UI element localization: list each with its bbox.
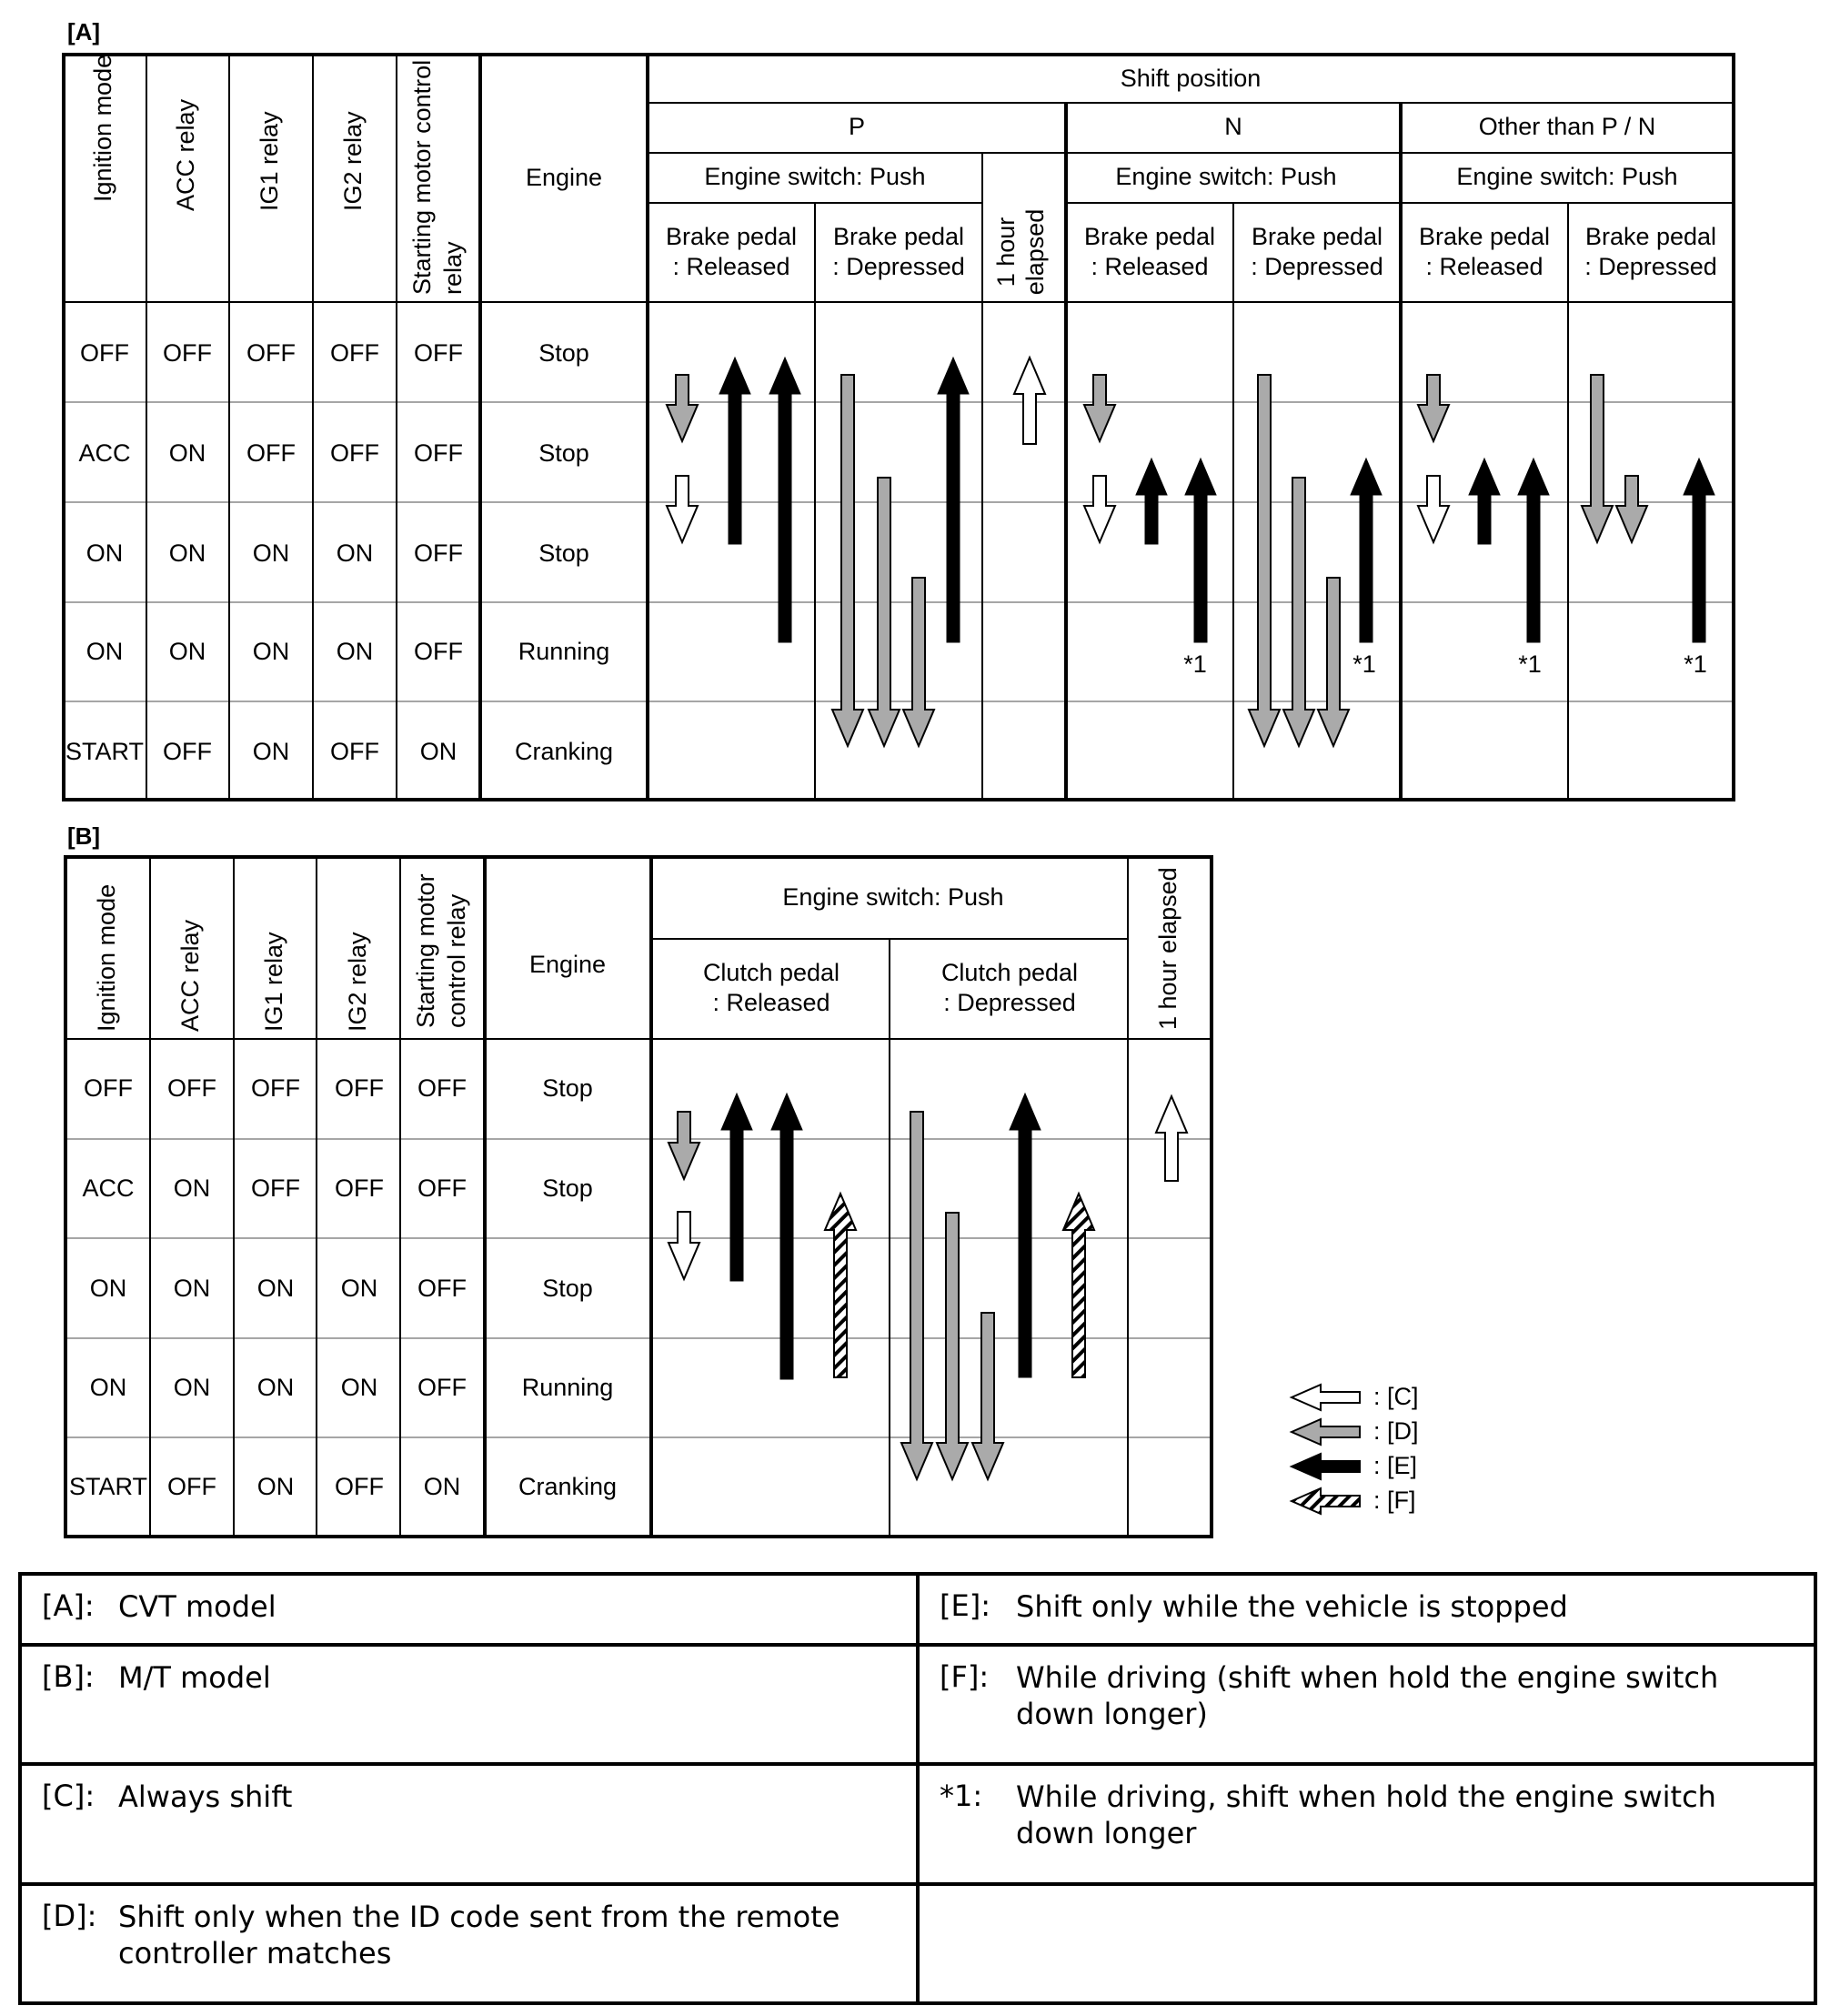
transition-arrow-29: [901, 1112, 932, 1479]
a-hour2: elapsed: [1021, 208, 1050, 296]
a-brake-2: Brake pedal: [832, 223, 965, 251]
footnote-e: [918, 1574, 1815, 1645]
b-r4-c0: START: [68, 1473, 148, 1501]
a-col-engine: Engine: [525, 164, 603, 192]
a-r3-c1: ON: [168, 638, 206, 666]
a-r3-c3: ON: [336, 638, 374, 666]
b-r2-c4: OFF: [417, 1275, 467, 1303]
b-col-ig1: IG1 relay: [260, 932, 288, 1032]
transition-arrow-22: [1616, 476, 1647, 542]
footnote-key: *1:: [940, 1779, 983, 1814]
a-depressed-2: : Depressed: [832, 253, 965, 281]
b-r4-c2: ON: [256, 1473, 295, 1501]
a-es-p: Engine switch: Push: [704, 163, 926, 191]
table-b: [65, 857, 1212, 1537]
b-r3-c3: ON: [340, 1374, 378, 1402]
b-r0-c4: OFF: [417, 1074, 467, 1103]
a-released-5: : Released: [1425, 253, 1543, 281]
a-r1-c3: OFF: [330, 439, 379, 468]
a-r2-c4: OFF: [414, 539, 463, 568]
a-released-1: : Released: [672, 253, 790, 281]
transition-arrow-10: [1084, 476, 1115, 542]
b-r3-c5: Running: [521, 1374, 614, 1402]
a-r0-c4: OFF: [414, 339, 463, 368]
a-note-2: *1: [1352, 650, 1376, 679]
a-r0-c2: OFF: [246, 339, 296, 368]
b-r2-c3: ON: [340, 1275, 378, 1303]
b-depressed: : Depressed: [943, 989, 1076, 1017]
transition-arrow-18: [1418, 476, 1449, 542]
transition-arrow-16: [1351, 459, 1382, 642]
b-col-starting: Starting motor: [412, 873, 440, 1028]
transition-arrow-1: [667, 476, 698, 542]
legend-f: : [F]: [1373, 1487, 1416, 1515]
b-col-engine: Engine: [528, 951, 607, 979]
a-depressed-6: : Depressed: [1584, 253, 1717, 281]
transition-arrow-20: [1518, 459, 1549, 642]
b-r4-c4: ON: [423, 1473, 461, 1501]
b-r4-c3: OFF: [335, 1473, 384, 1501]
table-b-label: [B]: [67, 822, 101, 850]
a-r1-c1: ON: [168, 439, 206, 468]
b-col-acc: ACC relay: [176, 919, 205, 1032]
b-r1-c4: OFF: [417, 1174, 467, 1203]
a-r1-c4: OFF: [414, 439, 463, 468]
a-es-n: Engine switch: Push: [1115, 163, 1337, 191]
b-r1-c5: Stop: [542, 1174, 593, 1203]
footnote-key: [D]:: [42, 1898, 97, 1933]
footnote-c: [20, 1764, 918, 1883]
a-brake-1: Brake pedal: [665, 223, 798, 251]
a-r2-c5: Stop: [538, 539, 589, 568]
a-released-3: : Released: [1091, 253, 1209, 281]
b-r1-c3: OFF: [335, 1174, 384, 1203]
transition-arrow-13: [1249, 375, 1280, 746]
transition-arrow-19: [1469, 459, 1500, 544]
legend: [1292, 1383, 1419, 1514]
footnote-b: [20, 1645, 918, 1764]
b-r0-c5: Stop: [542, 1074, 593, 1103]
transition-arrow-4: [832, 375, 863, 746]
b-r2-c5: Stop: [542, 1275, 593, 1303]
b-r0-c1: OFF: [167, 1074, 216, 1103]
transition-arrow-33: [1063, 1194, 1094, 1377]
b-r1-c2: OFF: [251, 1174, 300, 1203]
legend-arrow-f: [1292, 1488, 1360, 1514]
a-r2-c1: ON: [168, 539, 206, 568]
b-hour: 1 hour elapsed: [1154, 867, 1182, 1030]
a-r2-c3: ON: [336, 539, 374, 568]
footnote-text: While driving, shift when hold the engine switch down longer: [1016, 1779, 1716, 1851]
b-col-ig2: IG2 relay: [344, 932, 372, 1032]
transition-arrow-5: [869, 478, 900, 746]
a-r3-c4: OFF: [414, 638, 463, 666]
a-r3-c2: ON: [252, 638, 290, 666]
a-r4-c2: ON: [252, 738, 290, 766]
a-es-other: Engine switch: Push: [1456, 163, 1678, 191]
transition-arrows: [667, 358, 1714, 1479]
transition-arrow-21: [1582, 375, 1613, 542]
b-r2-c2: ON: [256, 1275, 295, 1303]
a-r1-c2: OFF: [246, 439, 296, 468]
a-r0-c5: Stop: [538, 339, 589, 368]
transition-arrow-7: [938, 358, 969, 642]
a-r4-c3: OFF: [330, 738, 379, 766]
transition-arrow-32: [1010, 1094, 1041, 1377]
a-r4-c1: OFF: [163, 738, 212, 766]
b-r1-c0: ACC: [82, 1174, 135, 1203]
a-r2-c0: ON: [85, 539, 124, 568]
footnote-text: M/T model: [118, 1659, 271, 1695]
a-depressed-4: : Depressed: [1251, 253, 1383, 281]
footnote-key: [A]:: [42, 1588, 95, 1623]
footnote-d: [20, 1884, 918, 2003]
transition-arrow-17: [1418, 375, 1449, 441]
footnote-text: Always shift: [118, 1779, 293, 1815]
transition-arrow-12: [1185, 459, 1216, 642]
transition-arrow-28: [825, 1194, 856, 1377]
a-r0-c0: OFF: [80, 339, 129, 368]
a-r3-c5: Running: [518, 638, 610, 666]
transition-arrow-9: [1084, 375, 1115, 441]
a-col-ignition: Ignition mode: [89, 54, 117, 202]
footnote-text: Shift only while the vehicle is stopped: [1016, 1589, 1568, 1624]
footnote-empty: [918, 1884, 1815, 2003]
b-r2-c0: ON: [89, 1275, 127, 1303]
transition-arrow-2: [719, 358, 750, 544]
b-r3-c4: OFF: [417, 1374, 467, 1402]
transition-arrow-30: [937, 1213, 968, 1479]
transition-arrow-26: [721, 1094, 752, 1281]
a-brake-4: Brake pedal: [1251, 223, 1383, 251]
a-r4-c4: ON: [419, 738, 458, 766]
a-r1-c0: ACC: [78, 439, 131, 468]
a-r0-c3: OFF: [330, 339, 379, 368]
transition-arrow-3: [769, 358, 800, 642]
footnote-text: CVT model: [118, 1589, 277, 1624]
b-r0-c0: OFF: [84, 1074, 133, 1103]
a-brake-3: Brake pedal: [1083, 223, 1216, 251]
b-r4-c1: OFF: [167, 1473, 216, 1501]
legend-e: : [E]: [1373, 1452, 1418, 1480]
a-col-starting: Starting motor control: [408, 59, 437, 295]
a-note-1: *1: [1183, 650, 1207, 679]
a-n: N: [1224, 113, 1242, 141]
table-a: [64, 55, 1734, 800]
legend-arrow-e: [1292, 1454, 1360, 1479]
b-r0-c3: OFF: [335, 1074, 384, 1103]
b-r1-c1: ON: [173, 1174, 211, 1203]
legend-arrow-d: [1292, 1419, 1360, 1445]
a-p: P: [848, 113, 866, 141]
transition-arrow-0: [667, 375, 698, 441]
table-a-label: [A]: [67, 18, 101, 45]
b-r3-c2: ON: [256, 1374, 295, 1402]
a-brake-6: Brake pedal: [1584, 223, 1717, 251]
a-r2-c2: ON: [252, 539, 290, 568]
footnote-key: [B]:: [42, 1658, 95, 1694]
footnote-f: [918, 1645, 1815, 1764]
a-note-4: *1: [1684, 650, 1707, 679]
transition-arrow-25: [669, 1212, 699, 1279]
a-shift-position: Shift position: [1120, 65, 1262, 93]
transition-arrow-23: [1684, 459, 1714, 642]
footnote-table: [18, 1572, 1817, 2005]
b-released: : Released: [712, 989, 830, 1017]
b-col-starting2: control relay: [443, 893, 471, 1028]
footnote-text: Shift only when the ID code sent from the remote controller matches: [118, 1899, 840, 1971]
a-r1-c5: Stop: [538, 439, 589, 468]
b-clutch-2: Clutch pedal: [940, 959, 1079, 987]
b-r0-c2: OFF: [251, 1074, 300, 1103]
a-other: Other than P / N: [1478, 113, 1656, 141]
transition-arrow-24: [669, 1112, 699, 1179]
footnote-a: [20, 1574, 918, 1645]
legend-c: : [C]: [1373, 1383, 1419, 1411]
b-r4-c5: Cranking: [518, 1473, 618, 1501]
transition-arrow-27: [771, 1094, 802, 1379]
footnote-star1: [918, 1764, 1815, 1883]
a-r4-c5: Cranking: [514, 738, 614, 766]
b-clutch-1: Clutch pedal: [702, 959, 840, 987]
a-col-ig2: IG2 relay: [339, 111, 367, 211]
a-col-acc: ACC relay: [172, 98, 200, 211]
footnote-key: [C]:: [42, 1779, 96, 1814]
b-r3-c1: ON: [173, 1374, 211, 1402]
transition-arrow-14: [1283, 478, 1314, 746]
legend-arrow-c: [1292, 1385, 1360, 1410]
a-hour1: 1 hour: [992, 217, 1021, 287]
b-r2-c1: ON: [173, 1275, 211, 1303]
a-col-ig1: IG1 relay: [256, 111, 284, 211]
a-note-3: *1: [1518, 650, 1542, 679]
b-r3-c0: ON: [89, 1374, 127, 1402]
a-brake-5: Brake pedal: [1418, 223, 1551, 251]
footnote-key: [F]:: [940, 1658, 990, 1694]
transition-arrow-11: [1136, 459, 1167, 544]
footnote-key: [E]:: [940, 1588, 990, 1623]
legend-d: : [D]: [1373, 1417, 1419, 1446]
b-es: Engine switch: Push: [782, 883, 1004, 912]
a-r0-c1: OFF: [163, 339, 212, 368]
a-col-starting2: relay: [439, 241, 468, 295]
transition-arrow-8: [1014, 358, 1045, 444]
b-col-ignition: Ignition mode: [93, 883, 121, 1032]
footnote-text: While driving (shift when hold the engine switch down longer): [1016, 1659, 1719, 1731]
a-r4-c0: START: [65, 738, 145, 766]
a-r3-c0: ON: [85, 638, 124, 666]
